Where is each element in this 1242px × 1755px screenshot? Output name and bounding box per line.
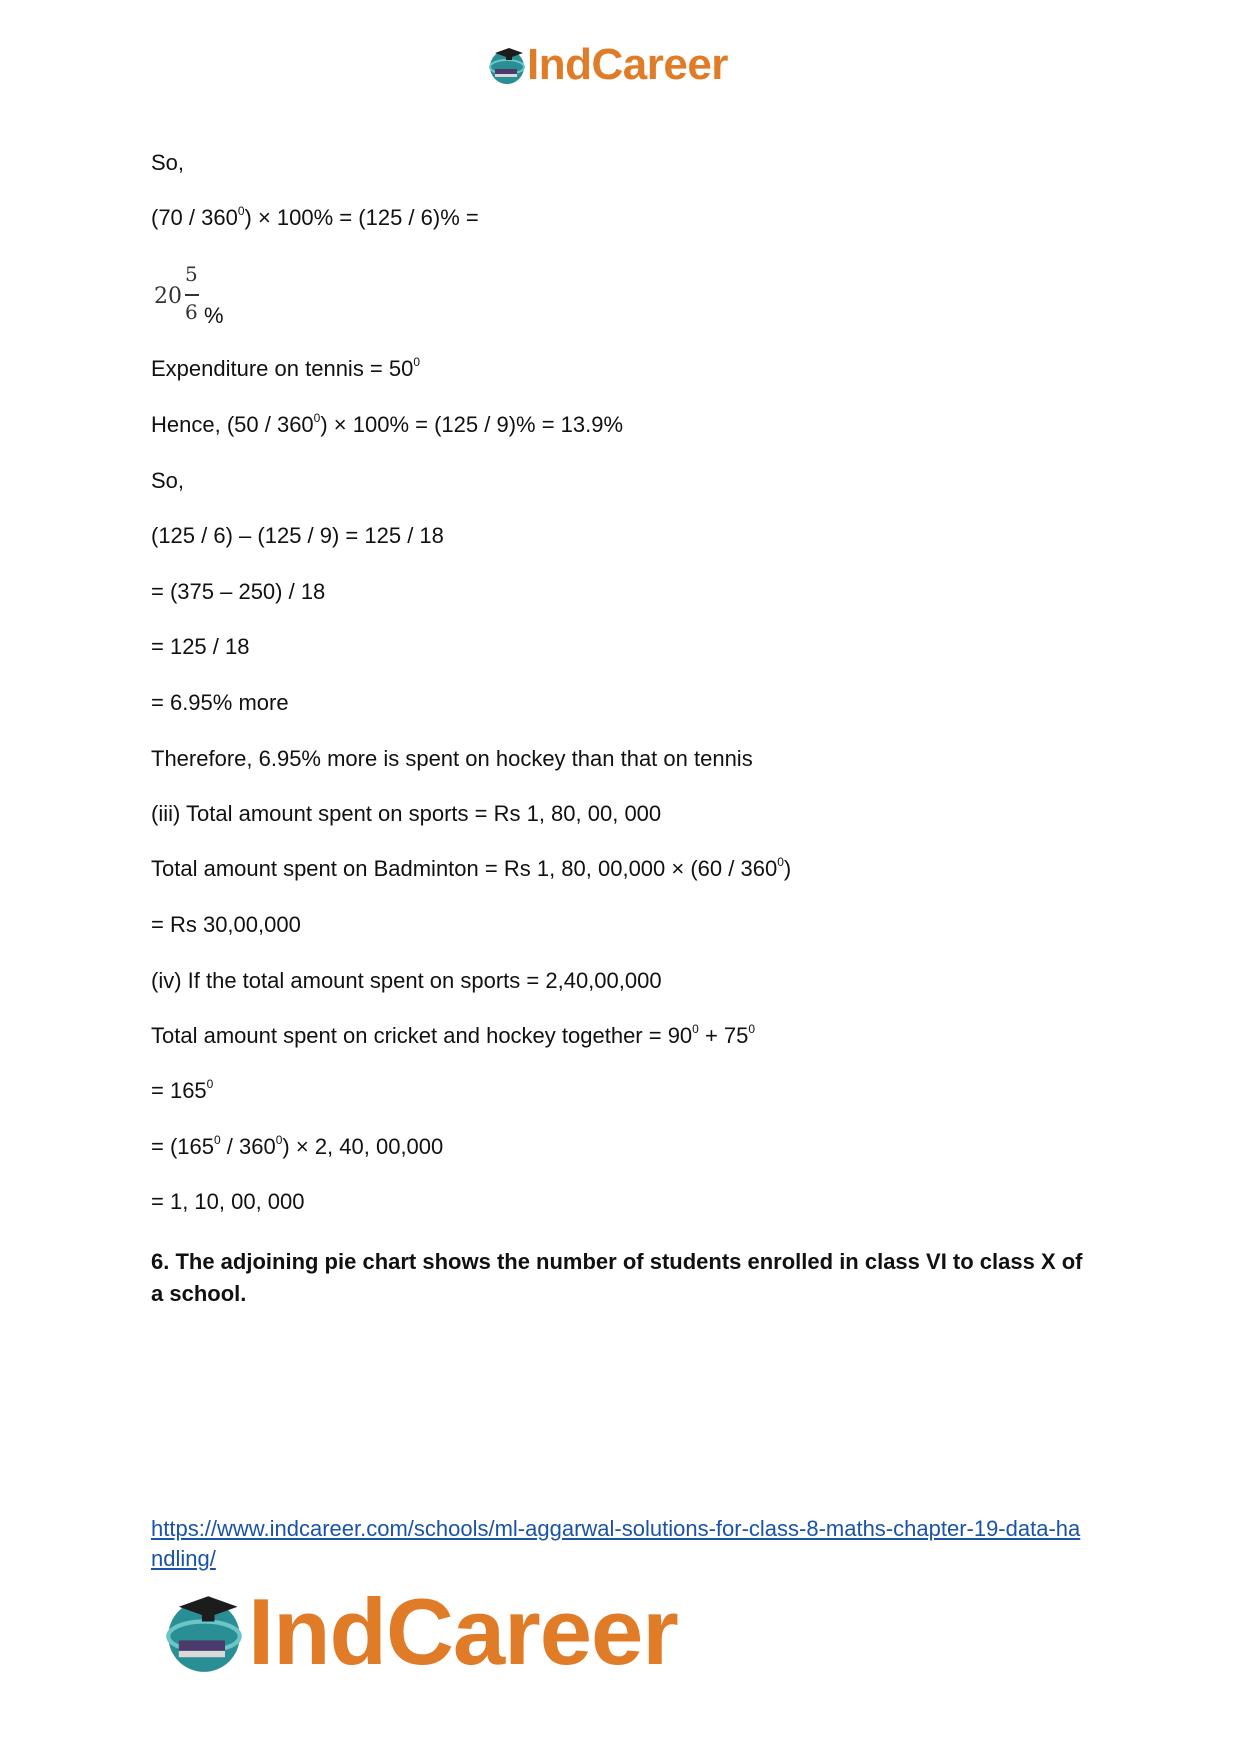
fraction-numerator: 5: [185, 262, 198, 286]
text-line: Expenditure on tennis = $50^0$: [151, 355, 421, 381]
text-line: So,: [151, 468, 185, 493]
text-line: = 125 / 18: [151, 634, 250, 659]
text-line: = $(165^0 / 360^0) \times 2$, 40, 00,000: [151, 1133, 444, 1159]
fraction-bar: [185, 294, 199, 296]
text-line: Total amount spent on cricket and hockey together = $90^0 + 75^0$: [151, 1022, 756, 1048]
text-line: So,: [151, 150, 185, 175]
text-line: Total amount spent on Badminton = Rs 1, 80, $00,000 \times (60 / 360^0)$: [151, 855, 792, 881]
globe-graduation-icon: [162, 1590, 246, 1674]
text-line: (iv) If the total amount spent on sports = 2,40,00,000: [151, 968, 662, 993]
fraction-denominator: 6: [185, 300, 198, 324]
header-logo: [487, 40, 728, 90]
text-line: $(70 / 360^0) \times 100\% = (125 / 6)\%$ =: [151, 204, 479, 230]
text-line: (125 / 6) – (125 / 9) = 125 / 18: [151, 523, 444, 548]
mixed-fraction: [151, 262, 241, 328]
logo-text: IndCareer: [248, 1579, 678, 1684]
logo-text: IndCareer: [527, 40, 728, 89]
globe-graduation-icon: [487, 45, 527, 85]
text-line: (iii) Total amount spent on sports = Rs 1, 80, 00, 000: [151, 801, 662, 826]
text-line: Therefore, 6.95% more is spent on hockey than that on tennis: [151, 746, 753, 771]
footer-logo: [162, 1579, 678, 1684]
text-line: = $165^0$: [151, 1077, 214, 1103]
source-link[interactable]: https://www.indcareer.com/schools/ml-aggarwal-solutions-for-class-8-maths-chapter-19-data-handling/: [151, 1516, 1081, 1571]
fraction-suffix: %: [204, 303, 224, 328]
text-line: = 6.95% more: [151, 690, 289, 715]
text-line: = Rs 30,00,000: [151, 912, 301, 937]
text-line: Hence, $(50 / 360^0) \times 100\% = (125 / 9)\% = 13.9\%$: [151, 411, 624, 437]
text-line: = (375 – 250) / 18: [151, 579, 326, 604]
text-line: = 1, 10, 00, 000: [151, 1189, 305, 1214]
fraction-whole: 20: [154, 284, 182, 309]
question-heading: 6. The adjoining pie chart shows the number of students enrolled in class VI to class X of a school.: [151, 1249, 1083, 1306]
